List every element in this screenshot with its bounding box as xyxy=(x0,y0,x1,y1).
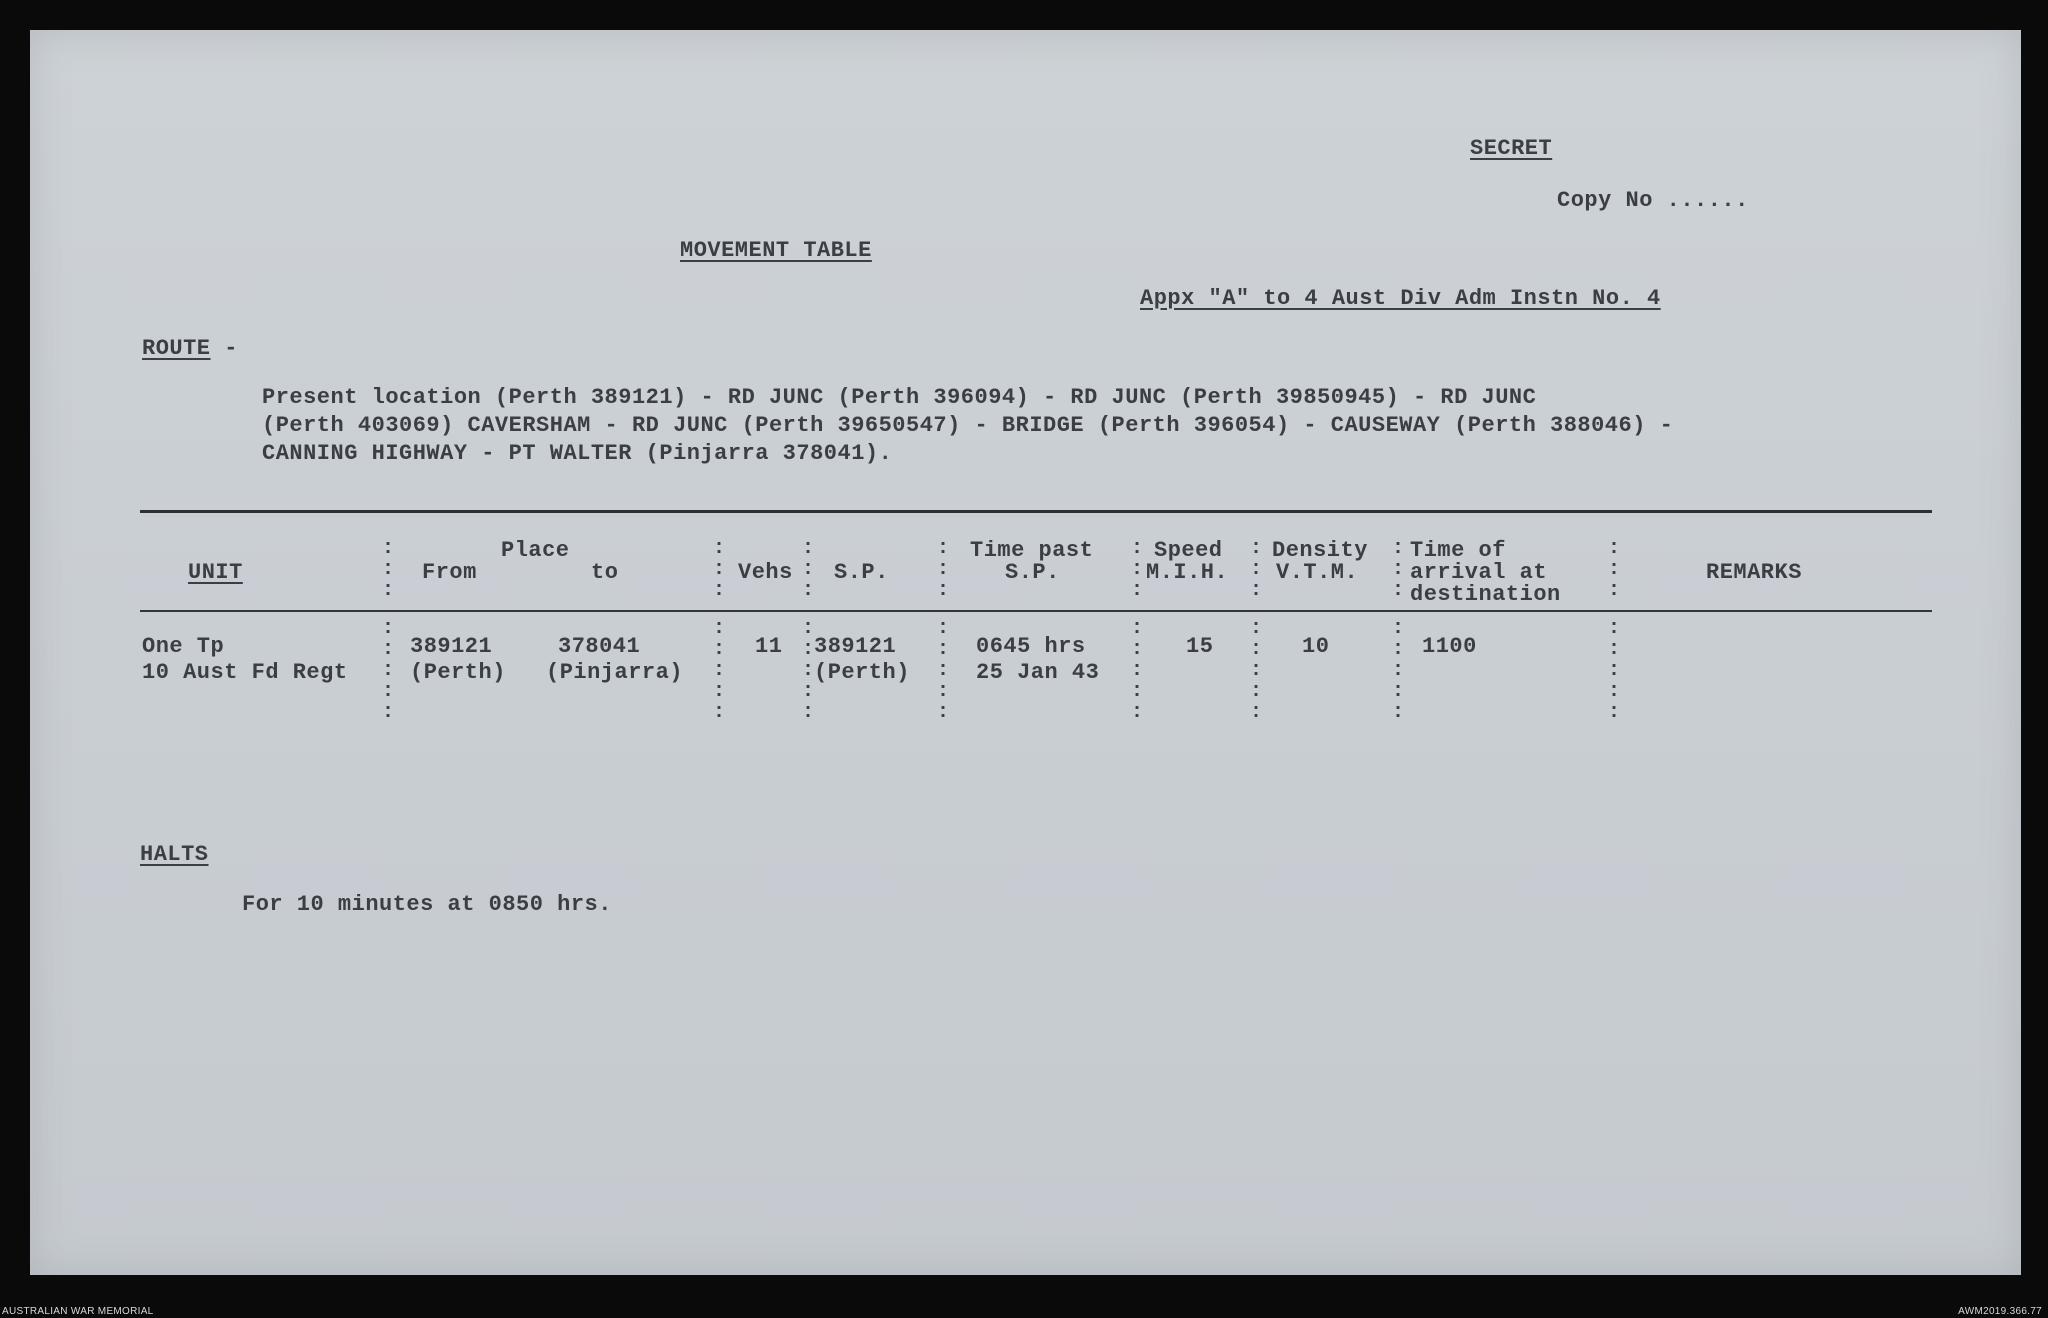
halts-label: HALTS xyxy=(140,842,209,867)
row-to-2: (Pinjarra) xyxy=(546,660,684,685)
document-page xyxy=(30,30,2021,1275)
classification-marking: SECRET xyxy=(1470,136,1553,161)
column-separator: : : : xyxy=(1250,537,1263,602)
document-title: MOVEMENT TABLE xyxy=(680,238,872,263)
row-unit-1: One Tp xyxy=(142,634,225,659)
header-unit: UNIT xyxy=(188,560,243,585)
column-separator: : : : xyxy=(802,537,815,602)
header-arrival-2: arrival at xyxy=(1410,560,1548,585)
footer-accession-number: AWM2019.366.77 xyxy=(1958,1306,2042,1317)
column-separator: : : : : : xyxy=(382,617,395,724)
header-remarks: REMARKS xyxy=(1706,560,1802,585)
route-dash: - xyxy=(224,336,238,361)
header-density-2: V.T.M. xyxy=(1276,560,1359,585)
footer-credit: AUSTRALIAN WAR MEMORIAL xyxy=(2,1306,154,1317)
appendix-reference: Appx "A" to 4 Aust Div Adm Instn No. 4 xyxy=(1140,286,1661,311)
row-from-1: 389121 xyxy=(410,634,493,659)
row-unit-2: 10 Aust Fd Regt xyxy=(142,660,348,685)
header-speed-1: Speed xyxy=(1154,538,1223,563)
route-label: ROUTE xyxy=(142,336,211,361)
table-header-rule xyxy=(140,610,1932,612)
column-separator: : : : xyxy=(382,537,395,602)
header-speed-2: M.I.H. xyxy=(1146,560,1229,585)
table-top-rule xyxy=(140,510,1932,513)
row-density: 10 xyxy=(1302,634,1330,659)
column-separator: : : : xyxy=(937,537,950,602)
route-line-1: Present location (Perth 389121) - RD JUNC (Perth 396094) - RD JUNC (Perth 39850945) - RD JUNC xyxy=(262,385,1537,410)
column-separator: : : : : : xyxy=(802,617,815,724)
row-sp-2: (Perth) xyxy=(814,660,910,685)
column-separator: : : : : : xyxy=(1250,617,1263,724)
row-to-1: 378041 xyxy=(558,634,641,659)
column-separator: : : : xyxy=(1131,537,1144,602)
header-time-past-2: S.P. xyxy=(1005,560,1060,585)
row-time-1: 0645 hrs xyxy=(976,634,1086,659)
header-density-1: Density xyxy=(1272,538,1368,563)
column-separator: : : : xyxy=(713,537,726,602)
halts-text: For 10 minutes at 0850 hrs. xyxy=(242,892,612,917)
column-separator: : : : xyxy=(1392,537,1405,602)
row-speed: 15 xyxy=(1186,634,1214,659)
row-vehs: 11 xyxy=(755,634,783,659)
column-separator: : : : : : xyxy=(937,617,950,724)
route-line-2: (Perth 403069) CAVERSHAM - RD JUNC (Perth 39650547) - BRIDGE (Perth 396054) - CAUSEWAY (Perth 388046) - xyxy=(262,413,1674,438)
header-place: Place xyxy=(501,538,570,563)
header-arrival-1: Time of xyxy=(1410,538,1506,563)
route-line-3: CANNING HIGHWAY - PT WALTER (Pinjarra 378041). xyxy=(262,441,893,466)
header-time-past-1: Time past xyxy=(970,538,1094,563)
row-from-2: (Perth) xyxy=(410,660,506,685)
copy-number: Copy No ...... xyxy=(1557,188,1749,213)
header-arrival-3: destination xyxy=(1410,582,1561,607)
row-sp-1: 389121 xyxy=(814,634,897,659)
header-vehs: Vehs xyxy=(738,560,793,585)
column-separator: : : : : : xyxy=(1131,617,1144,724)
row-arrival: 1100 xyxy=(1422,634,1477,659)
column-separator: : : : : : xyxy=(713,617,726,724)
column-separator: : : : : : xyxy=(1608,617,1621,724)
row-time-2: 25 Jan 43 xyxy=(976,660,1100,685)
header-from: From xyxy=(422,560,477,585)
header-sp: S.P. xyxy=(834,560,889,585)
header-to: to xyxy=(591,560,619,585)
route-heading xyxy=(142,336,238,361)
column-separator: : : : xyxy=(1608,537,1621,602)
column-separator: : : : : : xyxy=(1392,617,1405,724)
